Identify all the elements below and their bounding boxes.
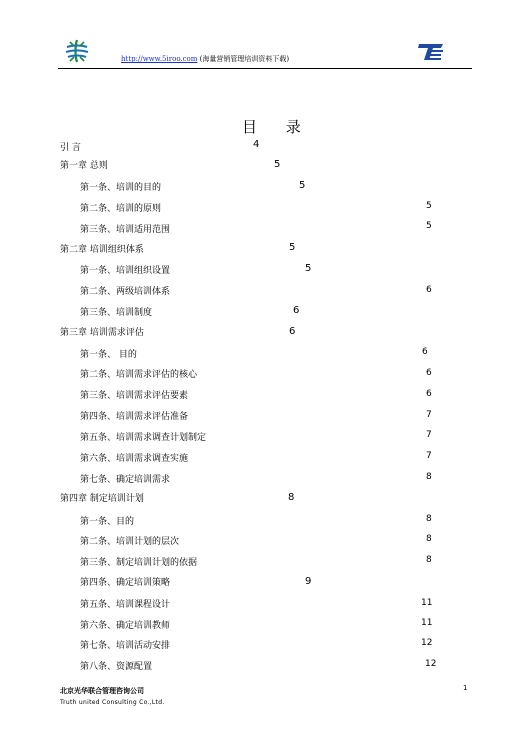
- header-url[interactable]: http://www.5iroo.com: [121, 55, 198, 63]
- toc-entry-text[interactable]: 第七条、培训活动安排: [80, 641, 171, 651]
- toc-entry-text[interactable]: 第六条、确定培训教师: [80, 621, 171, 631]
- toc-entry-text[interactable]: 第二条、培训计划的层次: [80, 537, 180, 547]
- toc-entry-page: 4: [253, 139, 260, 150]
- toc-entry-page: 8: [426, 555, 432, 565]
- company-logo-icon: [64, 38, 90, 64]
- toc-entry-text[interactable]: 第三条、培训需求评估要素: [80, 391, 189, 401]
- toc-entry-page: 5: [426, 201, 432, 211]
- toc-entry-page: 11: [421, 598, 433, 608]
- toc-entry-text[interactable]: 第三条、培训适用范围: [80, 225, 171, 235]
- toc-entry-text[interactable]: 第一条、培训组织设置: [80, 266, 171, 276]
- toc-entry-text[interactable]: 第三条、培训制度: [80, 308, 153, 318]
- toc-entry-text[interactable]: 第一条、 目的: [80, 350, 137, 360]
- header-link[interactable]: [121, 54, 289, 64]
- toc-entry-text[interactable]: 第二条、两级培训体系: [80, 287, 171, 297]
- toc-entry-page: 8: [288, 492, 295, 503]
- toc-entry-page: 8: [426, 534, 432, 544]
- toc-entry-text[interactable]: 第四条、培训需求评估准备: [80, 412, 189, 422]
- page-title: 目 录: [242, 118, 313, 136]
- toc-entry-text[interactable]: 第一条、目的: [80, 517, 135, 527]
- footer-company: 北京光华联合管理咨询公司: [60, 687, 144, 695]
- toc-entry-page: 8: [426, 472, 432, 482]
- toc-entry-page: 11: [421, 618, 433, 628]
- toc-entry-page: 6: [426, 368, 432, 378]
- toc-entry-page: 12: [421, 638, 433, 648]
- toc-entry-text[interactable]: 第八条、资源配置: [80, 662, 153, 672]
- header-divider: [58, 68, 472, 69]
- toc-entry-page: 5: [274, 159, 281, 170]
- toc-entry-text[interactable]: 第四章 制定培训计划: [60, 494, 144, 504]
- toc-entry-text[interactable]: 第三条、制定培训计划的依据: [80, 558, 198, 568]
- toc-entry-page: 5: [426, 221, 432, 231]
- toc-entry-page: 7: [426, 410, 432, 420]
- toc-entry-text[interactable]: 第三章 培训需求评估: [60, 328, 144, 338]
- toc-entry-page: 5: [305, 263, 312, 274]
- header-tagline: (海量营销管理培训资料下载): [199, 55, 290, 63]
- toc-entry-page: 6: [426, 389, 432, 399]
- toc-entry-page: 8: [426, 514, 432, 524]
- toc-entry-text[interactable]: 第二章 培训组织体系: [60, 245, 144, 255]
- toc-entry-page: 6: [426, 285, 432, 295]
- toc-entry-page: 6: [289, 326, 296, 337]
- toc-entry-text[interactable]: 第二条、培训的原则: [80, 204, 162, 214]
- toc-entry-text[interactable]: 引 言: [60, 143, 81, 153]
- toc-entry-page: 7: [426, 451, 432, 461]
- toc-entry-text[interactable]: 第二条、培训需求评估的核心: [80, 370, 198, 380]
- footer-company-english: Truth united Consulting Co.,Ltd.: [60, 699, 165, 706]
- toc-entry-text[interactable]: 第五条、培训需求调查计划制定: [80, 433, 207, 443]
- toc-entry-text[interactable]: 第一条、培训的目的: [80, 183, 162, 193]
- toc-entry-page: 12: [425, 659, 437, 669]
- toc-entry-text[interactable]: 第一章 总则: [60, 161, 108, 171]
- toc-entry-page: 9: [305, 576, 312, 587]
- toc-entry-text[interactable]: 第四条、确定培训策略: [80, 578, 171, 588]
- toc-entry-page: 6: [422, 347, 428, 357]
- toc-entry-text[interactable]: 第七条、确定培训需求: [80, 475, 171, 485]
- toc-entry-text[interactable]: 第五条、培训课程设计: [80, 600, 171, 610]
- toc-entry-page: 7: [426, 430, 432, 440]
- page-number: 1: [463, 684, 468, 692]
- toc-entry-page: 6: [293, 305, 300, 316]
- toc-entry-page: 5: [299, 180, 306, 191]
- toc-entry-text[interactable]: 第六条、培训需求调查实施: [80, 454, 189, 464]
- toc-entry-page: 5: [289, 242, 296, 253]
- brand-mark-icon: [417, 42, 445, 62]
